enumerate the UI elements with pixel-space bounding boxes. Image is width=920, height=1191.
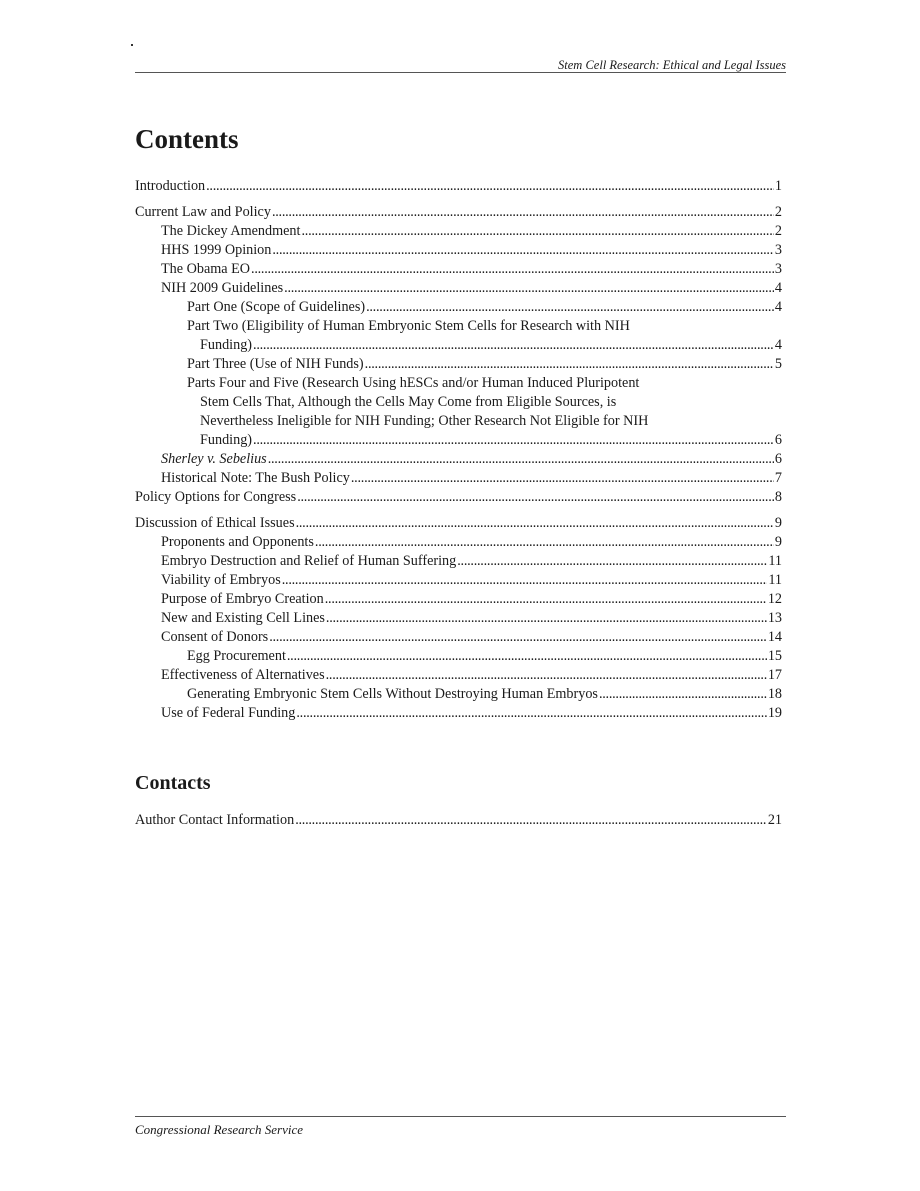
toc-page: 12	[767, 591, 782, 607]
toc-title: The Dickey Amendment	[161, 223, 301, 239]
toc-title: Consent of Donors	[161, 629, 269, 645]
toc-title: Sherley v. Sebelius	[161, 451, 267, 467]
toc-entry-ethical[interactable]	[135, 514, 782, 533]
toc-entry-federal-funding[interactable]	[161, 704, 782, 723]
toc-title-line: Funding)	[200, 432, 253, 448]
toc-entry-part-three[interactable]	[187, 355, 782, 374]
toc-entry-part-one[interactable]	[187, 298, 782, 317]
toc-entry-effectiveness[interactable]	[161, 666, 782, 685]
toc-entry-current-law[interactable]	[135, 203, 782, 222]
toc-title: Generating Embryonic Stem Cells Without Destroying Human Embryos	[187, 686, 598, 702]
toc-page: 15	[767, 648, 782, 664]
toc-title: Viability of Embryos	[161, 572, 281, 588]
toc-entry-new-existing[interactable]	[161, 609, 782, 628]
toc-entry-egg[interactable]	[187, 647, 782, 666]
toc-title: Purpose of Embryo Creation	[161, 591, 324, 607]
contacts-heading: Contacts	[135, 772, 211, 794]
toc-title: Author Contact Information	[135, 812, 295, 828]
toc-page: 14	[767, 629, 782, 645]
toc-page: 6	[774, 451, 782, 467]
toc-entry-dickey[interactable]	[161, 222, 782, 241]
toc-entry-hhs1999[interactable]	[161, 241, 782, 260]
toc-page: 19	[767, 705, 782, 721]
toc-title: Part Three (Use of NIH Funds)	[187, 356, 364, 372]
toc-title: Policy Options for Congress	[135, 489, 297, 505]
toc-entry-historical[interactable]	[161, 469, 782, 488]
toc-entry-parts-four-five[interactable]	[187, 374, 782, 450]
toc-title: HHS 1999 Opinion	[161, 242, 272, 258]
toc-page: 6	[774, 432, 782, 448]
toc-title: NIH 2009 Guidelines	[161, 280, 284, 296]
toc-title: Historical Note: The Bush Policy	[161, 470, 350, 486]
toc-title: Embryo Destruction and Relief of Human Suffering	[161, 553, 457, 569]
toc-page: 9	[774, 534, 782, 550]
toc-page: 1	[774, 178, 782, 194]
toc-page: 8	[774, 489, 782, 505]
toc-entry-viability[interactable]	[161, 571, 782, 590]
toc-entry-purpose[interactable]	[161, 590, 782, 609]
toc-page: 4	[774, 280, 782, 296]
footer-text: Congressional Research Service	[135, 1122, 303, 1137]
toc-page: 21	[767, 812, 782, 828]
toc-entry-embryo-destruction[interactable]	[161, 552, 782, 571]
toc-entry-generating[interactable]	[187, 685, 782, 704]
toc-title: Use of Federal Funding	[161, 705, 296, 721]
toc-entry-sherley[interactable]	[161, 450, 782, 469]
toc-page: 2	[774, 223, 782, 239]
toc-title: Introduction	[135, 178, 206, 194]
toc-entry-author-contact[interactable]	[135, 811, 782, 830]
toc-page: 11	[768, 572, 782, 588]
toc-page: 13	[767, 610, 782, 626]
toc-title: Discussion of Ethical Issues	[135, 515, 295, 531]
toc-page: 11	[768, 553, 782, 569]
toc-title: New and Existing Cell Lines	[161, 610, 325, 626]
running-header	[135, 56, 786, 73]
toc-title: Egg Procurement	[187, 648, 286, 664]
contents-heading: Contents	[135, 124, 239, 154]
toc-title-line: Parts Four and Five (Research Using hESCs and/or Human Induced Pluripotent	[187, 375, 640, 391]
toc-title-line: Nevertheless Ineligible for NIH Funding; Other Research Not Eligible for NIH	[200, 413, 649, 429]
toc-title: The Obama EO	[161, 261, 251, 277]
running-title: Stem Cell Research: Ethical and Legal Issues	[558, 58, 786, 72]
stray-mark	[131, 44, 133, 46]
toc-page: 2	[774, 204, 782, 220]
toc-title: Effectiveness of Alternatives	[161, 667, 325, 683]
page-footer	[135, 1116, 786, 1138]
toc-title: Proponents and Opponents	[161, 534, 314, 550]
toc-title-line: Stem Cells That, Although the Cells May Come from Eligible Sources, is	[200, 394, 617, 410]
toc-page: 7	[774, 470, 782, 486]
toc-entry-proponents[interactable]	[161, 533, 782, 552]
toc-page: 4	[774, 299, 782, 315]
toc-entry-policy-options[interactable]	[135, 488, 782, 507]
toc-entry-introduction[interactable]	[135, 177, 782, 196]
toc-page: 9	[774, 515, 782, 531]
toc-title-line: Part Two (Eligibility of Human Embryonic Stem Cells for Research with NIH	[187, 318, 630, 334]
toc-entry-nih2009[interactable]	[161, 279, 782, 298]
toc-entry-part-two[interactable]	[187, 317, 782, 355]
toc-entry-obama-eo[interactable]	[161, 260, 782, 279]
contacts-list	[135, 811, 782, 830]
toc-page: 5	[774, 356, 782, 372]
toc-entry-consent[interactable]	[161, 628, 782, 647]
table-of-contents	[135, 177, 782, 723]
toc-page: 4	[774, 337, 782, 353]
toc-title: Part One (Scope of Guidelines)	[187, 299, 366, 315]
toc-title-line: Funding)	[200, 337, 253, 353]
toc-page: 17	[767, 667, 782, 683]
toc-title: Current Law and Policy	[135, 204, 271, 220]
toc-page: 3	[774, 261, 782, 277]
toc-page: 18	[767, 686, 782, 702]
toc-page: 3	[774, 242, 782, 258]
